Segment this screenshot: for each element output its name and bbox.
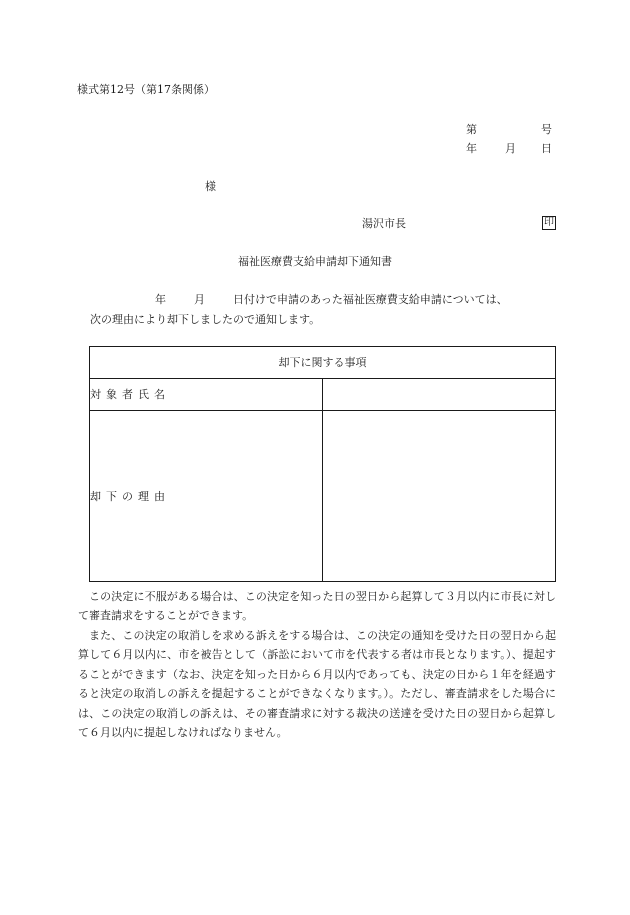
date-month-label: 月 (505, 142, 516, 155)
seal-mark: 印 (544, 217, 554, 228)
document-title: 福祉医療費支給申請却下通知書 (238, 255, 392, 268)
intro-month-label: 月 (194, 293, 205, 306)
document-number-prefix: 第 (466, 123, 477, 136)
rejection-reason-value[interactable] (323, 411, 556, 582)
appeal-notice-paragraph: この決定に不服がある場合は、この決定を知った日の翌日から起算して３月以内に市長に対して審査請求をすることができます。 (78, 590, 556, 623)
table-row (90, 379, 556, 411)
intro-line1-text: 日付けで申請のあった福祉医療費支給申請については、 (233, 293, 508, 306)
date-year-label: 年 (466, 142, 477, 155)
subject-name-value[interactable] (323, 379, 556, 411)
rejection-details-table (89, 346, 556, 582)
intro-line-2: 次の理由により却下しましたので通知します。 (90, 313, 321, 326)
recipient-honorific: 様 (205, 180, 216, 193)
form-number: 様式第12号（第17条関係） (77, 83, 215, 96)
table-row (90, 411, 556, 582)
date-day-label: 日 (541, 142, 552, 155)
subject-name-label: 対象者氏名 (90, 379, 323, 411)
intro-year-label: 年 (155, 293, 166, 306)
table-header: 却下に関する事項 (90, 347, 556, 379)
document-number-suffix: 号 (541, 123, 552, 136)
sender-title: 湯沢市長 (362, 217, 406, 230)
rejection-reason-label: 却下の理由 (90, 411, 323, 582)
lawsuit-notice-paragraph: また、この決定の取消しを求める訴えをする場合は、この決定の通知を受けた日の翌日から起算して６月以内に、市を被告として（訴訟において市を代表する者は市長となります。）、提起することができます（なお、決定を知った日から６月以内であっても、決定の日から１年を経過すると決定の取消しの訴えを提起することができなくなります。）。ただし、審査請求をした場合には、この決定の取消しの訴えは、その審査請求に対する裁決の送達を受けた日の翌日から起算して６月以内に提起しなければなりません。 (78, 629, 556, 740)
